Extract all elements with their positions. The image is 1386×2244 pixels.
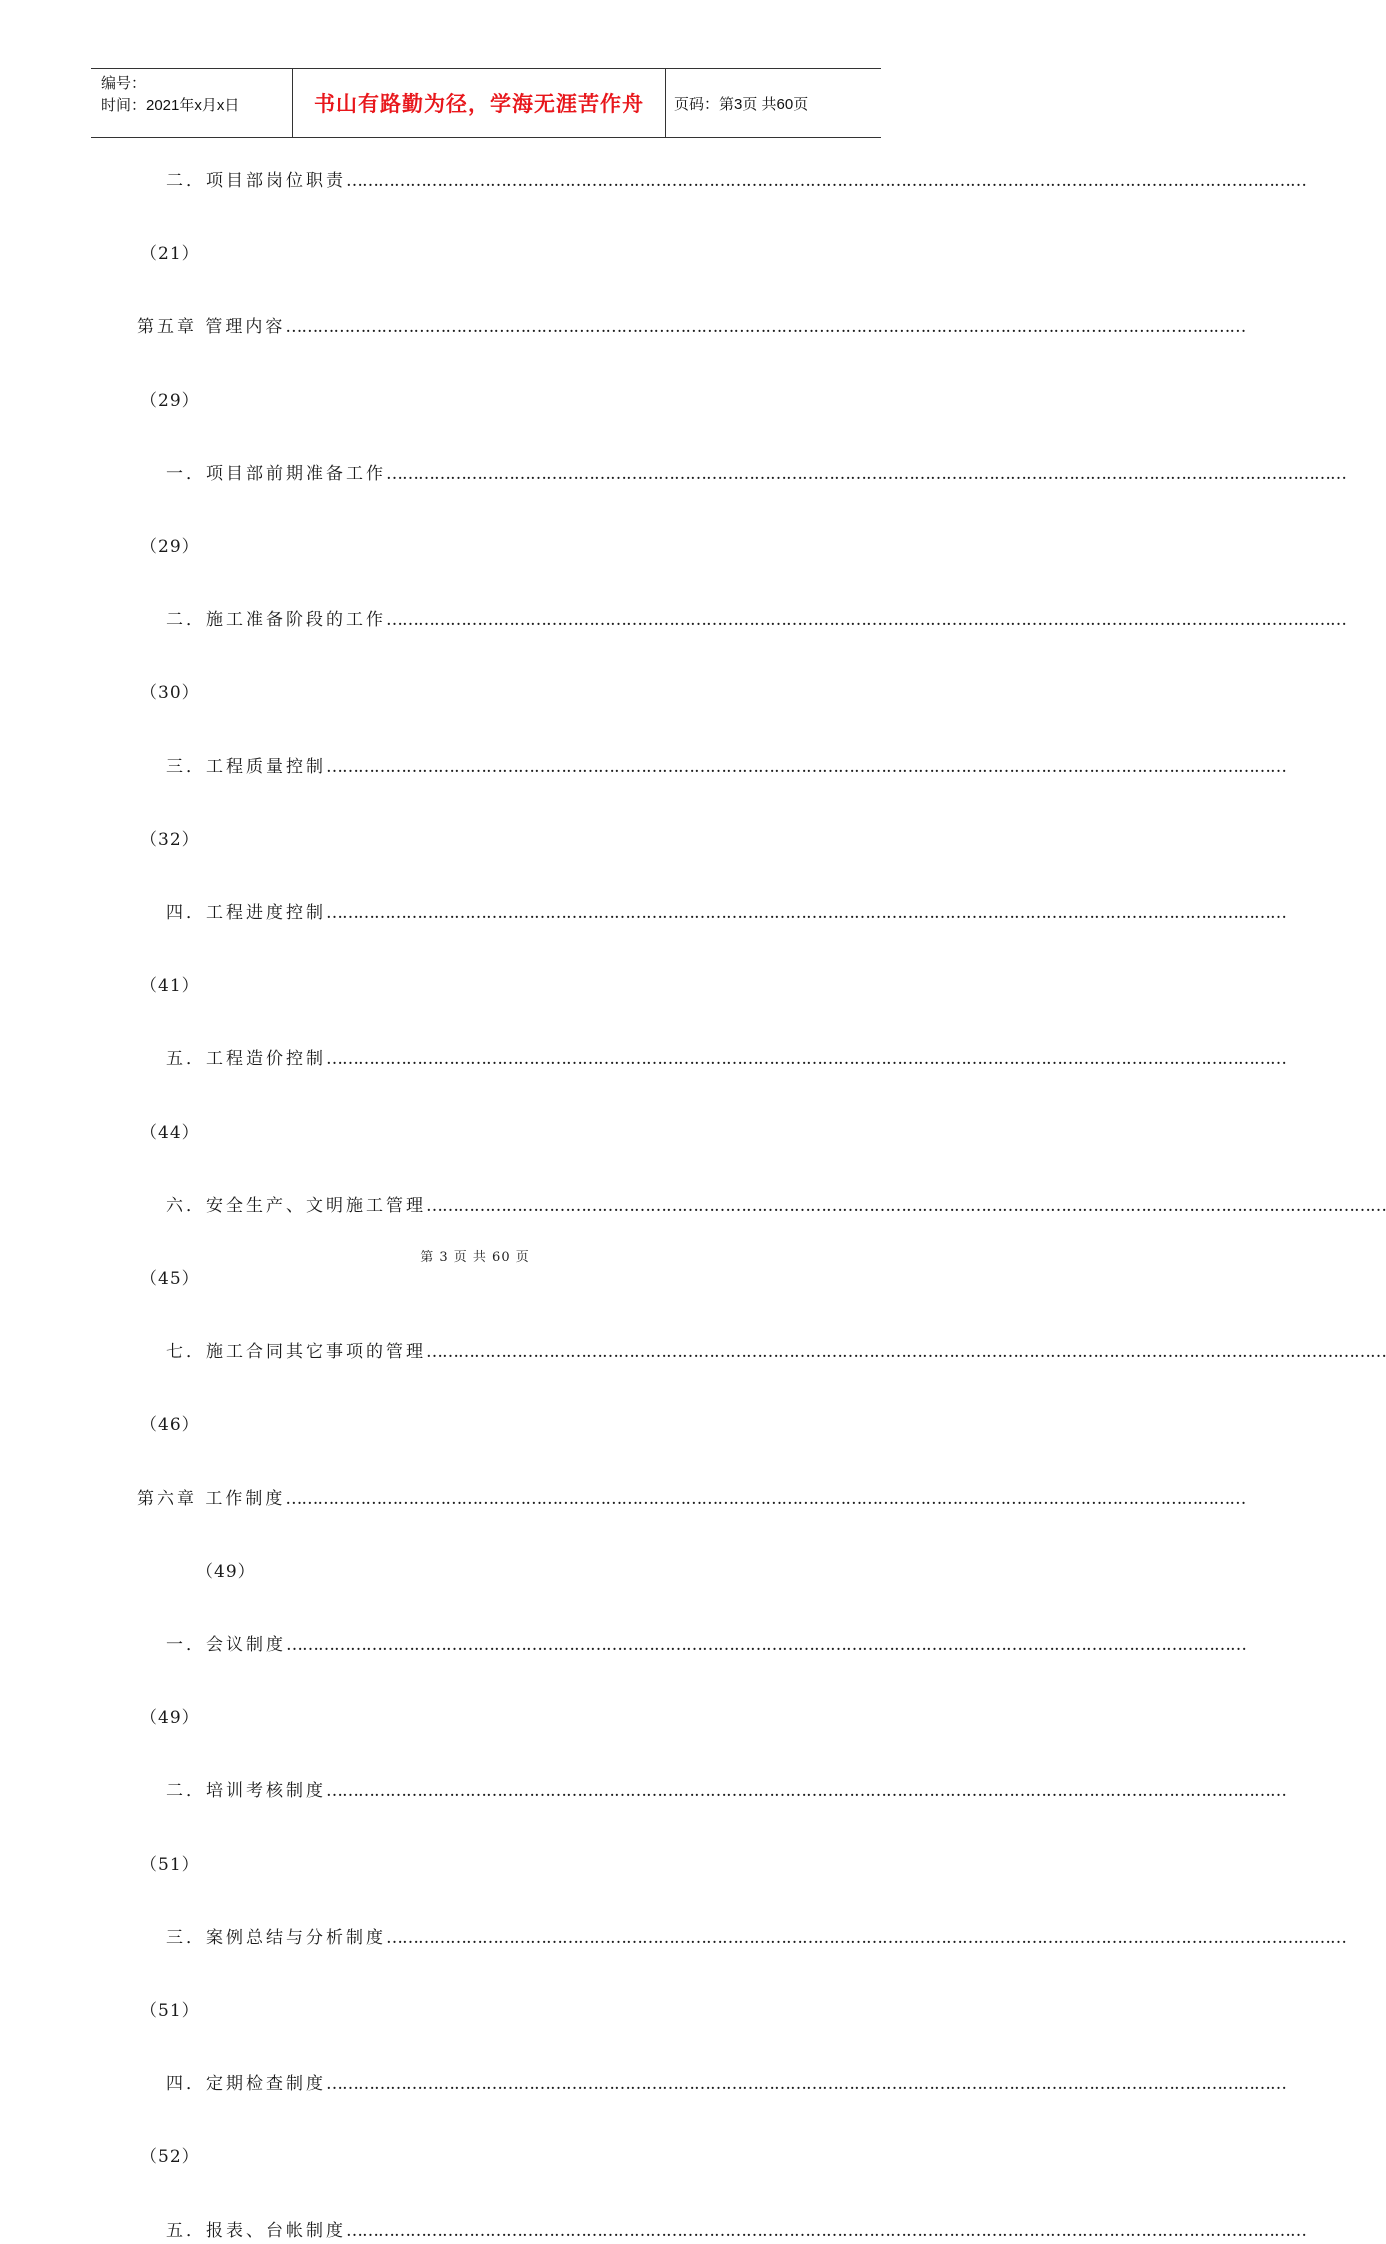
toc-entry — [166, 1046, 1286, 1072]
toc-page-number: （49） — [196, 1562, 256, 1582]
toc-dot-leader: ……………………………………………………………………………………………………………………………………………………………… — [286, 1635, 1246, 1655]
toc-dot-leader: ……………………………………………………………………………………………………………………………………………………………… — [285, 317, 1246, 337]
toc-page-number: （21） — [140, 244, 200, 264]
header-number-label: 编号： — [101, 75, 147, 92]
toc-entry — [166, 607, 1346, 633]
toc-entry — [166, 168, 1306, 194]
toc-page-number: （49） — [140, 1708, 200, 1728]
header-page-info: 页码：第3页 共60页 — [674, 95, 809, 113]
toc-entry-title: 二．培训考核制度 — [166, 1781, 326, 1801]
toc-entry — [166, 1339, 1386, 1365]
toc-entry — [137, 1486, 1246, 1512]
toc-dot-leader: ……………………………………………………………………………………………………………………………………………………………… — [285, 1489, 1246, 1509]
toc-entry-title: 四．定期检查制度 — [166, 2074, 326, 2094]
toc-dot-leader: ……………………………………………………………………………………………………………………………………………………………… — [386, 1928, 1346, 1948]
page-footer: 第 3 页 共 60 页 — [420, 1250, 530, 1265]
toc-entry-title: 三．案例总结与分析制度 — [166, 1928, 386, 1948]
toc-entry-title: 一．会议制度 — [166, 1635, 286, 1655]
toc-page-number: （44） — [140, 1123, 200, 1143]
toc-page-number: （51） — [140, 2001, 200, 2021]
toc-entry-title: 六．安全生产、文明施工管理 — [166, 1196, 426, 1216]
toc-dot-leader: ……………………………………………………………………………………………………………………………………………………………… — [386, 610, 1346, 630]
toc-page-number: （29） — [140, 391, 200, 411]
toc-entry — [166, 1193, 1386, 1219]
toc-entry — [166, 2071, 1286, 2097]
toc-page-number: （30） — [140, 683, 200, 703]
header-motto: 书山有路勤为径，学海无涯苦作舟 — [314, 92, 644, 116]
toc-dot-leader: ……………………………………………………………………………………………………………………………………………………………… — [326, 903, 1286, 923]
toc-dot-leader: ……………………………………………………………………………………………………………………………………………………………… — [326, 2074, 1286, 2094]
toc-dot-leader: ……………………………………………………………………………………………………………………………………………………………… — [386, 464, 1346, 484]
header-divider — [665, 69, 666, 137]
toc-entry — [166, 1778, 1286, 1804]
toc-entry — [166, 754, 1286, 780]
toc-entry — [166, 1925, 1346, 1951]
toc-dot-leader: ……………………………………………………………………………………………………………………………………………………………… — [346, 2221, 1306, 2241]
toc-entry — [166, 900, 1286, 926]
toc-entry — [137, 314, 1246, 340]
page-header — [91, 68, 881, 138]
toc-entry — [166, 1632, 1246, 1658]
header-time-label: 时间：2021年x月x日 — [101, 97, 240, 114]
toc-page-number: （46） — [140, 1415, 200, 1435]
toc-dot-leader: ……………………………………………………………………………………………………………………………………………………………… — [326, 1781, 1286, 1801]
toc-page-number: （29） — [140, 537, 200, 557]
toc-entry-title: 第六章 工作制度 — [137, 1489, 286, 1509]
toc-page-number: （41） — [140, 976, 200, 996]
toc-dot-leader: ……………………………………………………………………………………………………………………………………………………………… — [426, 1342, 1386, 1362]
toc-entry-title: 一．项目部前期准备工作 — [166, 464, 386, 484]
toc-entry-title: 七．施工合同其它事项的管理 — [166, 1342, 426, 1362]
toc-entry-title: 二．施工准备阶段的工作 — [166, 610, 386, 630]
toc-dot-leader: ……………………………………………………………………………………………………………………………………………………………… — [426, 1196, 1386, 1216]
toc-entry-title: 三．工程质量控制 — [166, 757, 326, 777]
header-meta — [101, 73, 239, 117]
toc-page-number: （51） — [140, 1855, 200, 1875]
toc-dot-leader: ……………………………………………………………………………………………………………………………………………………………… — [326, 757, 1286, 777]
toc-entry-title: 五．工程造价控制 — [166, 1049, 326, 1069]
toc-page-number: （52） — [140, 2147, 200, 2167]
toc-entry — [166, 461, 1346, 487]
toc-entry-title: 四．工程进度控制 — [166, 903, 326, 923]
toc-entry-title: 五．报表、台帐制度 — [166, 2221, 346, 2241]
toc-entry-title: 二．项目部岗位职责 — [166, 171, 346, 191]
toc-dot-leader: ……………………………………………………………………………………………………………………………………………………………… — [346, 171, 1306, 191]
toc-page-number: （32） — [140, 830, 200, 850]
toc-entry-title: 第五章 管理内容 — [137, 317, 286, 337]
toc-dot-leader: ……………………………………………………………………………………………………………………………………………………………… — [326, 1049, 1286, 1069]
toc-entry — [166, 2218, 1306, 2244]
toc-page-number: （45） — [140, 1269, 200, 1289]
